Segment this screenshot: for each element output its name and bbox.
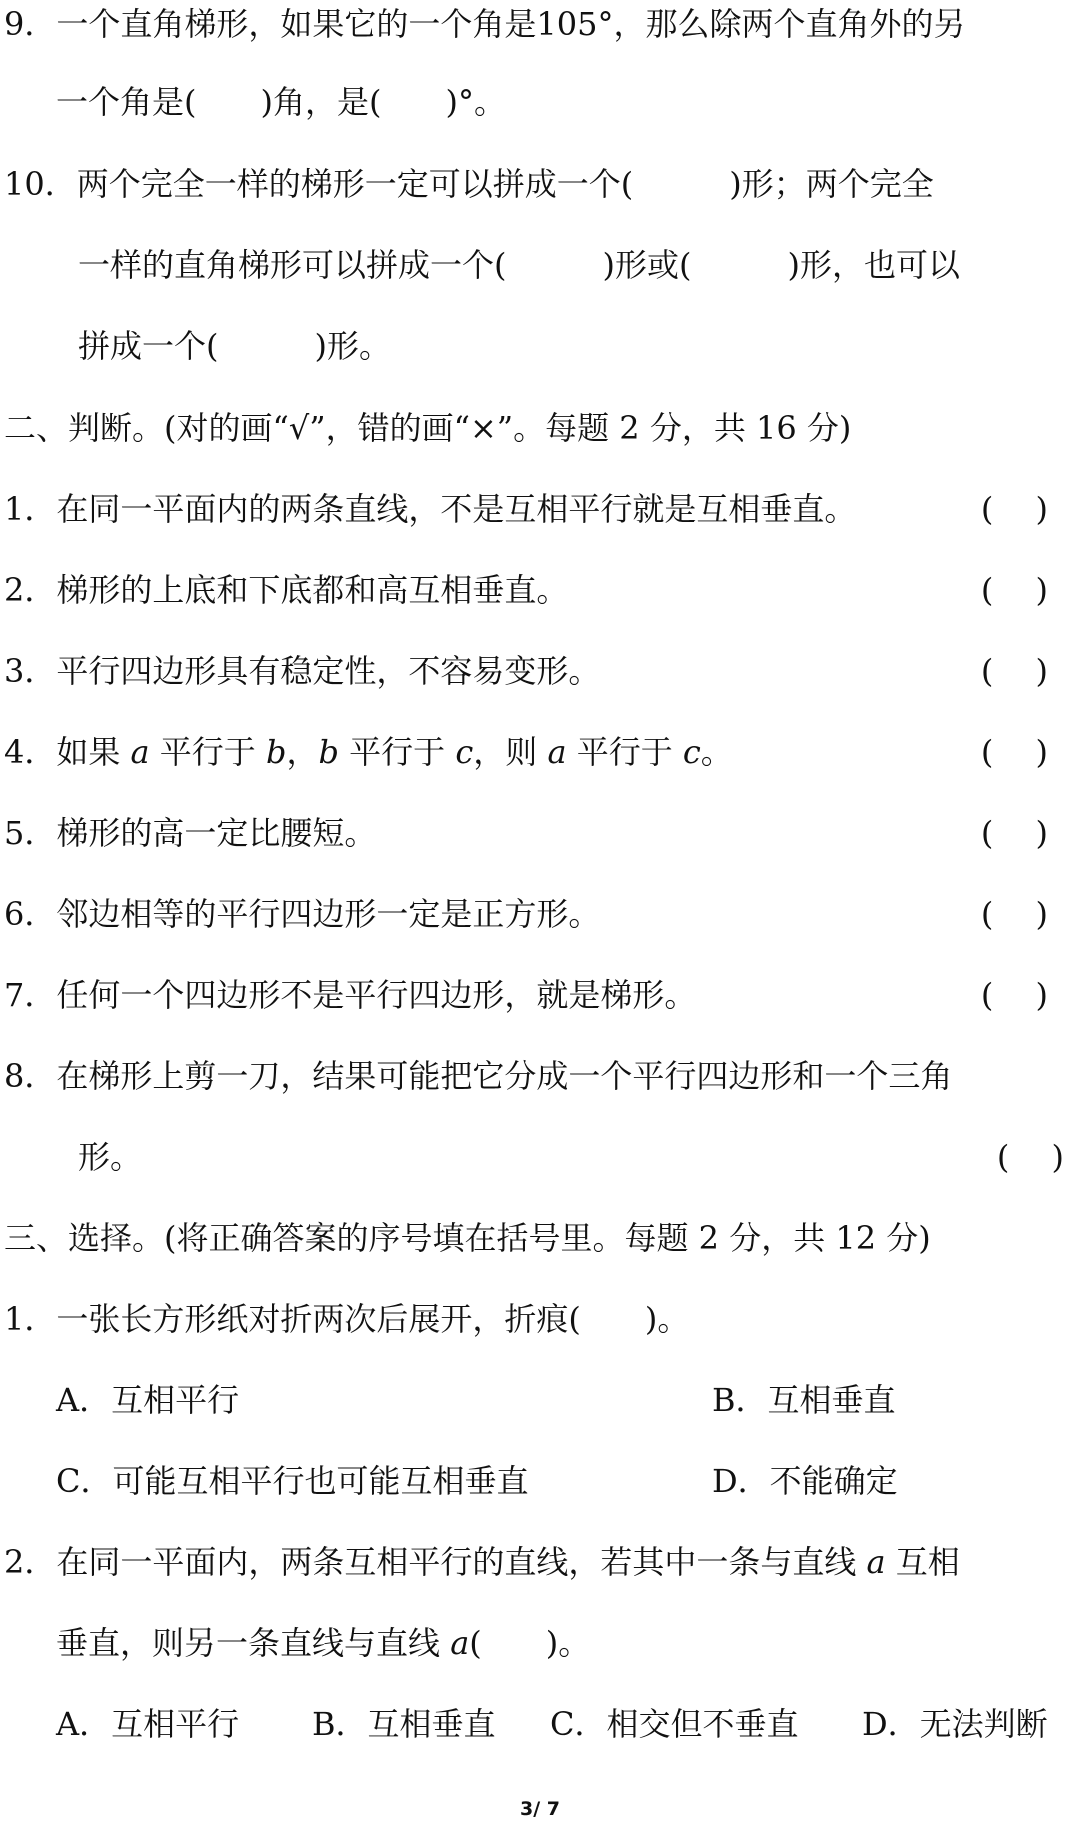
choice-q2-option-a: A．互相平行 (56, 1705, 240, 1743)
judge-item-text: 6．邻边相等的平行四边形一定是正方形。 (4, 895, 601, 933)
q9-line1: 9．一个直角梯形，如果它的一个角是105°，那么除两个直角外的另 (4, 5, 966, 43)
choice-q2-option-c: C．相交但不垂直 (550, 1705, 799, 1743)
choice-heading: 三、选择。(将正确答案的序号填在括号里。每题 2 分，共 12 分) (4, 1219, 931, 1257)
judge-item-text: 7．任何一个四边形不是平行四边形，就是梯形。 (4, 976, 697, 1014)
choice-q2-stem-line2: 垂直，则另一条直线与直线 a( )。 (56, 1624, 591, 1662)
answer-paren[interactable]: ( ) (980, 733, 1048, 771)
answer-paren[interactable]: ( ) (980, 976, 1048, 1014)
judge-item-7 (4, 973, 1064, 1017)
judge-item-text: 4．如果 a 平行于 b，b 平行于 c，则 a 平行于 c。 (4, 733, 733, 771)
answer-paren[interactable]: ( ) (980, 895, 1048, 933)
judge-item-text: 1．在同一平面内的两条直线，不是互相平行就是互相垂直。 (4, 490, 857, 528)
choice-q2-option-d: D．无法判断 (862, 1705, 1048, 1743)
q10-line2: 一样的直角梯形可以拼成一个( )形或( )形，也可以 (78, 246, 960, 284)
judge-item-5 (4, 811, 1064, 855)
judge-item-text: 3．平行四边形具有稳定性，不容易变形。 (4, 652, 601, 690)
judge-item-2 (4, 568, 1064, 612)
choice-q1-option-a: A．互相平行 (56, 1381, 240, 1419)
q10-line3: 拼成一个( )形。 (78, 327, 391, 365)
q9-line2: 一个角是( )角，是( )°。 (56, 83, 506, 121)
choice-q1-option-d: D．不能确定 (712, 1462, 898, 1500)
choice-q1-stem: 1．一张长方形纸对折两次后展开，折痕( )。 (4, 1300, 690, 1338)
answer-paren[interactable]: ( ) (996, 1138, 1064, 1176)
q10-line1: 10．两个完全一样的梯形一定可以拼成一个( )形；两个完全 (4, 165, 934, 203)
judge-item-8-line2 (78, 1135, 1064, 1179)
choice-q2-option-b: B．互相垂直 (312, 1705, 496, 1743)
choice-q2-stem-line1: 2．在同一平面内，两条互相平行的直线，若其中一条与直线 a 互相 (4, 1543, 960, 1581)
judge-item-1 (4, 487, 1064, 531)
judge-item-4 (4, 730, 1064, 774)
judge-item-text: 5．梯形的高一定比腰短。 (4, 814, 377, 852)
judge-item-text: 形。 (78, 1138, 143, 1176)
answer-paren[interactable]: ( ) (980, 490, 1048, 528)
answer-paren[interactable]: ( ) (980, 814, 1048, 852)
judge-item-3 (4, 649, 1064, 693)
choice-q1-option-b: B．互相垂直 (712, 1381, 896, 1419)
answer-paren[interactable]: ( ) (980, 571, 1048, 609)
judge-heading: 二、判断。(对的画“√”，错的画“×”。每题 2 分，共 16 分) (4, 409, 852, 447)
answer-paren[interactable]: ( ) (980, 652, 1048, 690)
choice-q1-option-c: C．可能互相平行也可能互相垂直 (56, 1462, 529, 1500)
page-number: 3/ 7 (520, 1798, 560, 1820)
judge-item-6 (4, 892, 1064, 936)
judge-item-8-line1: 8．在梯形上剪一刀，结果可能把它分成一个平行四边形和一个三角 (4, 1057, 953, 1095)
judge-item-text: 2．梯形的上底和下底都和高互相垂直。 (4, 571, 569, 609)
